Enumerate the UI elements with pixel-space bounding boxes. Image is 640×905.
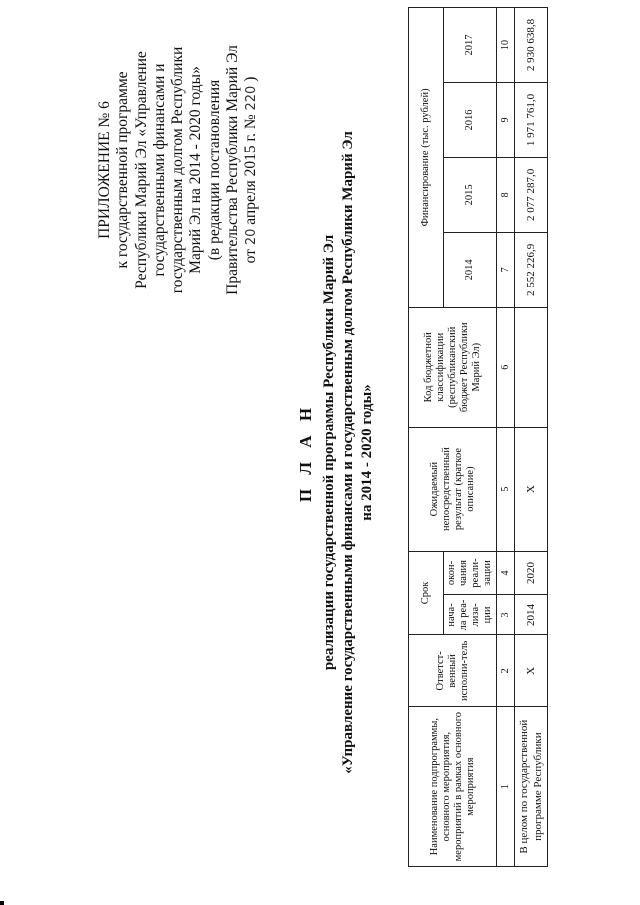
decree-middle: апреля 2015 г. № <box>242 114 260 225</box>
scan-edge-mark <box>0 901 4 905</box>
column-number: 9 <box>497 83 515 158</box>
subtitle-line: реализации государственной программы Республики Марий Эл <box>321 234 337 671</box>
column-number: 5 <box>497 427 515 551</box>
header-year: 2016 <box>444 83 497 158</box>
appendix-line: Республики Марий Эл «Управление <box>132 51 150 289</box>
appendix-line: (в редакции постановления <box>205 79 223 261</box>
appendix-line: государственными финансами и <box>150 63 168 277</box>
decree-day: 20 <box>244 228 260 246</box>
appendix-line: государственным долгом Республики <box>169 46 187 294</box>
plan-table <box>408 7 548 867</box>
decree-prefix: от <box>242 249 260 264</box>
column-number: 7 <box>497 232 515 307</box>
header-result: Ожидаемый непосредственный результат (краткое описание) <box>409 427 497 551</box>
table-row <box>515 8 548 867</box>
header-term-end: окон-чания реали-зации <box>444 551 497 595</box>
appendix-line: к государственной программе <box>114 71 132 269</box>
row-code <box>515 307 548 427</box>
column-number: 3 <box>497 595 515 635</box>
row-name: В целом по государственной программе Республики <box>515 707 548 867</box>
appendix-block <box>96 35 262 305</box>
column-number: 4 <box>497 551 515 595</box>
row-result: X <box>515 427 548 551</box>
subtitle-line: на 2014 - 2020 годы» <box>359 384 375 521</box>
header-term: Срок <box>409 551 444 635</box>
plan-subtitle <box>320 60 377 845</box>
header-row <box>409 8 444 867</box>
header-term-start: нача-ла реа-лиза-ции <box>444 595 497 635</box>
row-financing: 2 930 638,8 <box>515 8 548 83</box>
row-responsible: X <box>515 635 548 707</box>
column-number-row <box>497 8 515 867</box>
subtitle-line: «Управление государственными финансами и государственным долгом Республики Марий Эл <box>340 131 356 774</box>
header-name: Наименование подпрограммы, основного мероприятия, мероприятий в рамках основного мероприятия <box>409 707 497 867</box>
decree-line <box>242 35 261 305</box>
appendix-line: ПРИЛОЖЕНИЕ № 6 <box>96 101 113 239</box>
header-year: 2017 <box>444 8 497 83</box>
row-end: 2020 <box>515 551 548 595</box>
decree-number: 220 <box>244 85 260 111</box>
header-budget-code: Код бюджетной классификации (республиканский бюджет Республики Марий Эл) <box>409 307 497 427</box>
row-financing: 1 971 761,0 <box>515 83 548 158</box>
row-financing: 2 077 287,0 <box>515 157 548 232</box>
row-start: 2014 <box>515 595 548 635</box>
header-financing: Финансирование (тыс. рублей) <box>409 8 444 308</box>
appendix-line: Правительства Республики Марий Эл <box>224 45 242 295</box>
row-financing: 2 552 226,9 <box>515 232 548 307</box>
column-number: 8 <box>497 157 515 232</box>
header-year: 2015 <box>444 157 497 232</box>
decree-suffix: ) <box>242 76 260 82</box>
column-number: 2 <box>497 635 515 707</box>
appendix-line: Марий Эл на 2014 - 2020 годы» <box>187 66 205 274</box>
column-number: 6 <box>497 307 515 427</box>
column-number: 10 <box>497 8 515 83</box>
header-year: 2014 <box>444 232 497 307</box>
plan-title: П Л А Н <box>296 402 315 503</box>
header-responsible: Ответст-венный исполни-тель <box>409 635 497 707</box>
column-number: 1 <box>497 707 515 867</box>
